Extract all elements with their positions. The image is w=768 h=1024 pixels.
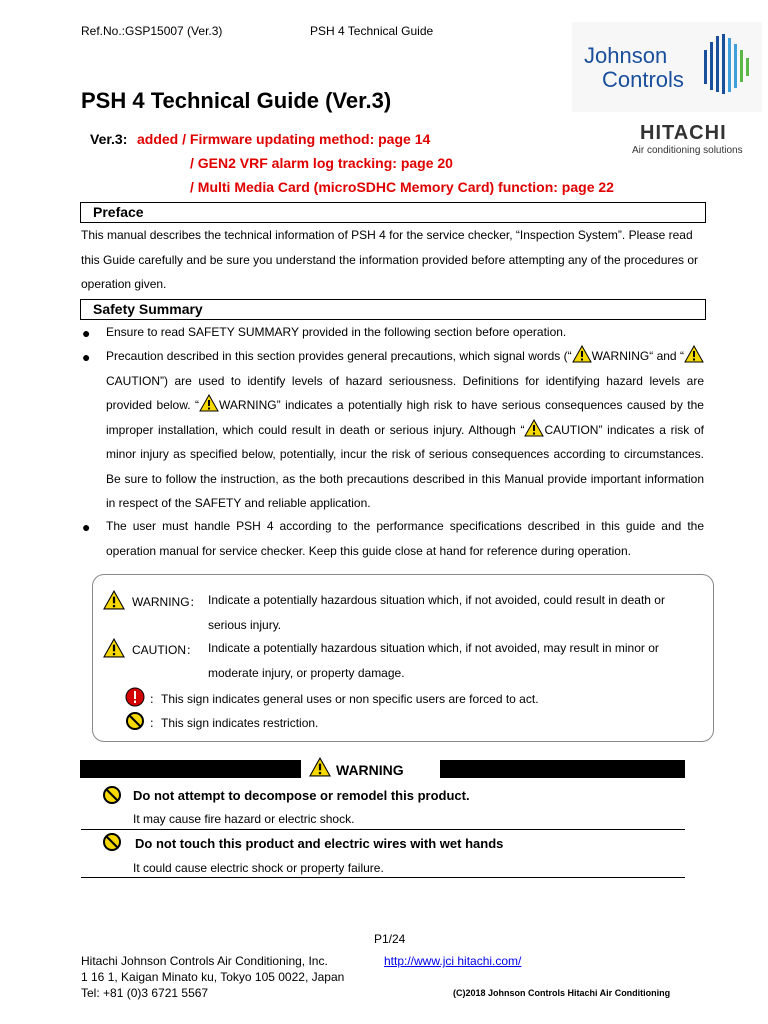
page-title: PSH 4 Technical Guide (Ver.3) [81, 88, 392, 113]
warning-bar-left [80, 760, 301, 778]
footer-copyright: (C)2018 Johnson Controls Hitachi Air Conditioning [453, 988, 671, 998]
bullet-icon: ● [82, 325, 91, 341]
warning-item-2-text: It could cause electric shock or property failure. [133, 861, 384, 875]
version-note-3: / Multi Media Card (microSDHC Memory Card) function: page 22 [190, 179, 614, 195]
legend-warning-label: WARNING： [132, 595, 202, 609]
bullet2-part-c: CAUTION”) are used to identify levels of hazard seriousness. Definitions for identifying hazard levels are provided below. “ [106, 373, 704, 412]
footer-address: 1 16 1, Kaigan Minato ku, Tokyo 105 0022, Japan [81, 970, 345, 984]
safety-heading-box [80, 299, 706, 320]
warning-triangle-icon [572, 345, 592, 363]
divider [81, 829, 685, 830]
preface-heading: Preface [93, 204, 144, 220]
legend-warning-text: Indicate a potentially hazardous situation which, if not avoided, could result in death or serious injury. [208, 593, 665, 632]
legend-mandatory-text: ：This sign indicates general uses or non specific users are forced to act. [149, 692, 539, 706]
version-label: Ver.3: [90, 131, 128, 147]
preface-heading-box [80, 202, 706, 223]
version-note-1: added / Firmware updating method: page 14 [137, 131, 431, 147]
footer-website-link[interactable]: http://www.jci hitachi.com/ [384, 954, 522, 968]
safety-bullet-3: The user must handle PSH 4 according to the performance specifications described in this guide and the operation manual for service checker. Keep this guide close at hand for reference during operation. [106, 519, 704, 558]
prohibition-icon [102, 832, 122, 852]
prohibition-icon [102, 785, 122, 805]
bullet-icon: ● [82, 519, 91, 535]
safety-heading: Safety Summary [93, 301, 203, 317]
reference-number: Ref.No.:GSP15007 (Ver.3) [81, 24, 223, 38]
warning-section-label: WARNING [336, 762, 404, 778]
mandatory-action-icon [125, 687, 145, 707]
bullet-icon: ● [82, 349, 91, 365]
hitachi-logo: HITACHI [640, 122, 727, 144]
logo-text-johnson: Johnson [584, 43, 668, 68]
hitachi-subtitle: Air conditioning solutions [632, 145, 743, 156]
preface-text: This manual describes the technical information of PSH 4 for the service checker, “Inspection System”. Please read this Guide carefully and be sure you understand the information provided before attempting any of the procedures or operation given. [81, 228, 699, 291]
warning-item-1-text: It may cause fire hazard or electric shock. [133, 812, 355, 826]
warning-item-2-title: Do not touch this product and electric wires with wet hands [135, 836, 504, 851]
johnson-controls-logo [572, 22, 762, 112]
page-number: P1/24 [374, 932, 406, 946]
bullet2-part-b: WARNING“ and “ [591, 349, 685, 363]
legend-caution-text: Indicate a potentially hazardous situation which, if not avoided, may result in minor or moderate injury, or property damage. [208, 641, 659, 680]
header-doc-title: PSH 4 Technical Guide [310, 24, 434, 38]
logo-text-controls: Controls [602, 67, 684, 92]
bullet2-part-a: Precaution described in this section provides general precautions, which signal words (“ [106, 349, 572, 363]
bullet2-part-d: WARNING” indicates a potentially high risk to have serious consequences caused by the improper installation, which could result in death or serious injury. Although “ [106, 398, 704, 437]
warning-triangle-icon [199, 394, 219, 412]
caution-triangle-icon [684, 345, 704, 363]
legend-prohibit-text: ：This sign indicates restriction. [149, 716, 319, 730]
prohibition-icon [125, 711, 145, 731]
legend-caution-label: CAUTION： [132, 643, 199, 657]
caution-triangle-icon [102, 638, 126, 658]
caution-triangle-icon [524, 419, 544, 437]
warning-item-1-title: Do not attempt to decompose or remodel this product. [133, 788, 470, 803]
logo-swirl-icon [698, 28, 762, 104]
footer-telephone: Tel: +81 (0)3 6721 5567 [81, 986, 209, 1000]
safety-bullet-2 [106, 344, 704, 516]
warning-triangle-icon [102, 590, 126, 610]
bullet2-part-e: CAUTION” indicates a risk of minor injury as specified below, potentially, incur the risk of serious consequences according to circumstances. Be sure to follow the instruction, as the both precautions described in this Manual provide important information in respect of the SAFETY and reliable application. [106, 422, 704, 510]
warning-bar-right [440, 760, 685, 778]
footer-company: Hitachi Johnson Controls Air Conditioning, Inc. [81, 954, 328, 968]
warning-triangle-icon [308, 757, 332, 777]
divider [81, 877, 685, 878]
safety-bullet-1: Ensure to read SAFETY SUMMARY provided in the following section before operation. [106, 325, 567, 339]
version-note-2: / GEN2 VRF alarm log tracking: page 20 [190, 155, 453, 171]
